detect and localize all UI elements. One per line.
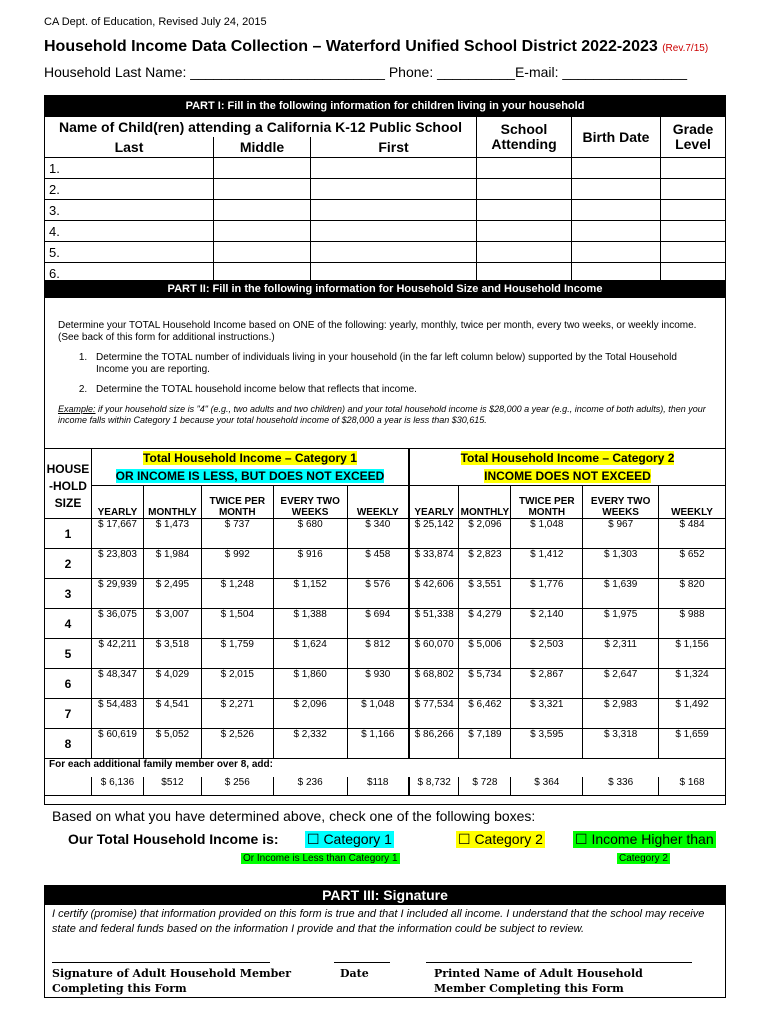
income-value-cell: $ 3,007 [143,609,201,639]
part2-bar: PART II: Fill in the following information for Household Size and Household Income [44,280,726,298]
child-field-cell[interactable] [572,242,661,263]
income-value-cell: $ 1,048 [347,699,409,729]
income-value-cell: $ 5,006 [459,639,511,669]
child-field-cell[interactable] [661,179,726,200]
income-value-cell: $ 2,015 [201,669,273,699]
child-field-cell[interactable] [477,221,572,242]
signature-line[interactable] [52,962,270,963]
child-field-cell[interactable] [572,221,661,242]
additional-blank-cell [45,777,92,796]
income-value-cell: $ 3,595 [511,729,583,759]
income-col-header: WEEKLY [347,486,409,519]
example-text: Example: if your household size is "4" (e.g., two adults and two children) and your total household income is $28,000 a year (e.g., income of both adults), then your income falls within Category 1 because your total household income of $28,000 a year is less than $30,615. [58,404,706,425]
last-name-header: Last [45,137,214,158]
income-value-cell: $ 988 [659,609,726,639]
child-last-name-cell[interactable]: 1. [45,158,214,179]
additional-value-cell: $ 256 [201,777,273,796]
income-value-cell: $ 2,647 [583,669,659,699]
income-value-cell: $ 2,867 [511,669,583,699]
income-value-cell: $ 652 [659,549,726,579]
income-value-cell: $ 967 [583,519,659,549]
child-field-cell[interactable] [572,200,661,221]
household-size-cell: 3 [45,579,92,609]
income-value-cell: $ 33,874 [409,549,459,579]
part2-instructions [58,320,708,426]
income-value-cell: $ 680 [273,519,347,549]
income-value-cell: $ 930 [347,669,409,699]
income-value-cell: $ 1,984 [143,549,201,579]
income-value-cell: $ 576 [347,579,409,609]
step-2: 2. Determine the TOTAL household income below that reflects that income. [90,384,708,396]
income-value-cell: $ 23,803 [91,549,143,579]
child-field-cell[interactable] [477,179,572,200]
additional-value-cell: $ 168 [659,777,726,796]
income-value-cell: $ 992 [201,549,273,579]
income-value-cell: $ 2,311 [583,639,659,669]
income-value-cell: $ 2,096 [273,699,347,729]
step-1: 1. Determine the TOTAL number of individuals living in your household (in the far left column below) supported by the Total Household Income you are reporting. [90,352,708,376]
income-row [45,669,726,699]
income-value-cell: $ 60,619 [91,729,143,759]
income-value-cell: $ 340 [347,519,409,549]
income-value-cell: $ 4,541 [143,699,201,729]
category2-checkbox[interactable]: ☐ Category 2 [458,831,543,847]
income-value-cell: $ 3,518 [143,639,201,669]
income-value-cell: $ 48,347 [91,669,143,699]
income-value-cell: $ 29,939 [91,579,143,609]
child-field-cell[interactable] [214,179,311,200]
grade-level-header: Grade Level [661,117,726,158]
income-value-cell: $ 484 [659,519,726,549]
additional-value-cell: $ 8,732 [409,777,459,796]
income-value-cell: $ 1,776 [511,579,583,609]
category2-subtitle: INCOME DOES NOT EXCEED [409,467,726,486]
income-value-cell: $ 17,667 [91,519,143,549]
income-value-cell: $ 6,462 [459,699,511,729]
income-value-cell: $ 5,052 [143,729,201,759]
our-income-label: Our Total Household Income is: [68,831,279,847]
income-col-header: WEEKLY [659,486,726,519]
child-row [45,221,726,242]
household-size-cell: 1 [45,519,92,549]
child-field-cell[interactable] [661,158,726,179]
printed-name-label: Printed Name of Adult Household Member Completing this Form [434,967,643,995]
income-value-cell: $ 1,388 [273,609,347,639]
income-value-cell: $ 2,140 [511,609,583,639]
income-row [45,609,726,639]
income-value-cell: $ 1,248 [201,579,273,609]
child-last-name-cell[interactable]: 2. [45,179,214,200]
child-field-cell[interactable] [661,242,726,263]
child-row [45,242,726,263]
income-value-cell: $ 1,492 [659,699,726,729]
part1-table [44,95,726,284]
income-value-cell: $ 2,332 [273,729,347,759]
income-value-cell: $ 1,860 [273,669,347,699]
household-size-cell: 6 [45,669,92,699]
income-value-cell: $ 3,318 [583,729,659,759]
certification-text: I certify (promise) that information provided on this form is true and that I included all income. I understand that the school may receive state and federal funds based on the information I provide and that the information could be subject to review. [52,908,705,935]
income-value-cell: $ 1,659 [659,729,726,759]
income-value-cell: $ 60,070 [409,639,459,669]
child-field-cell[interactable] [311,221,477,242]
household-size-cell: 2 [45,549,92,579]
child-row [45,179,726,200]
income-value-cell: $ 1,303 [583,549,659,579]
income-col-header: TWICE PER MONTH [511,486,583,519]
date-label: Date [340,967,369,980]
part1-bar: PART I: Fill in the following information for children living in your household [45,96,726,117]
child-field-cell[interactable] [477,158,572,179]
income-value-cell: $ 1,152 [273,579,347,609]
child-field-cell[interactable] [214,242,311,263]
income-value-cell: $ 1,048 [511,519,583,549]
income-value-cell: $ 1,639 [583,579,659,609]
child-last-name-cell[interactable]: 3. [45,200,214,221]
income-value-cell: $ 694 [347,609,409,639]
income-row [45,519,726,549]
income-row [45,729,726,759]
income-value-cell: $ 54,483 [91,699,143,729]
income-value-cell: $ 1,156 [659,639,726,669]
income-value-cell: $ 812 [347,639,409,669]
income-col-header: EVERY TWO WEEKS [583,486,659,519]
household-contact-line[interactable]: Household Last Name: _________________________ Phone: __________E-mail: ________________ [44,64,687,80]
middle-name-header: Middle [214,137,311,158]
child-field-cell[interactable] [214,158,311,179]
income-row [45,549,726,579]
income-value-cell: $ 1,473 [143,519,201,549]
income-value-cell: $ 3,321 [511,699,583,729]
income-value-cell: $ 820 [659,579,726,609]
income-value-cell: $ 2,526 [201,729,273,759]
income-col-header: YEARLY [91,486,143,519]
category1-title: Total Household Income – Category 1 [91,449,408,468]
revision-note: CA Dept. of Education, Revised July 24, 2015 [44,16,267,28]
income-value-cell: $ 1,324 [659,669,726,699]
income-value-cell: $ 1,975 [583,609,659,639]
income-value-cell: $ 42,606 [409,579,459,609]
income-value-cell: $ 4,029 [143,669,201,699]
income-row [45,579,726,609]
additional-value-cell: $ 364 [511,777,583,796]
income-value-cell: $ 68,802 [409,669,459,699]
additional-value-cell: $ 236 [273,777,347,796]
child-field-cell[interactable] [214,221,311,242]
form-title [44,38,708,56]
child-field-cell[interactable] [311,158,477,179]
category2-title: Total Household Income – Category 2 [409,449,726,468]
school-attending-header: School Attending [477,117,572,158]
income-value-cell: $ 1,504 [201,609,273,639]
form-title-text: Household Income Data Collection – Waterford Unified School District 2022-2023 [44,38,658,55]
category1-note: Or Income is Less than Category 1 [243,853,398,864]
income-table [44,448,726,796]
part2-intro: Determine your TOTAL Household Income based on ONE of the following: yearly, monthly, twice per month, every two weeks, or weekly income. (See back of this form for additional instructions.) [58,320,697,343]
income-higher-note: Category 2 [619,853,668,864]
income-col-header: YEARLY [409,486,459,519]
income-value-cell: $ 2,823 [459,549,511,579]
income-value-cell: $ 2,096 [459,519,511,549]
income-value-cell: $ 7,189 [459,729,511,759]
signature-label: Signature of Adult Household Member Completing this Form [52,967,292,995]
additional-value-cell: $118 [347,777,409,796]
income-value-cell: $ 86,266 [409,729,459,759]
child-row [45,158,726,179]
income-value-cell: $ 51,338 [409,609,459,639]
income-col-header: MONTHLY [459,486,511,519]
income-value-cell: $ 77,534 [409,699,459,729]
child-field-cell[interactable] [477,200,572,221]
category1-subtitle: OR INCOME IS LESS, BUT DOES NOT EXCEED [91,467,408,486]
income-value-cell: $ 2,983 [583,699,659,729]
based-on-text: Based on what you have determined above, check one of the following boxes: [52,808,536,824]
income-value-cell: $ 737 [201,519,273,549]
printed-name-line[interactable] [426,962,692,963]
income-value-cell: $ 1,759 [201,639,273,669]
first-name-header: First [311,137,477,158]
child-name-header: Name of Child(ren) attending a California K-12 Public School [45,117,477,138]
revision-tag: (Rev.7/15) [662,43,709,54]
child-field-cell[interactable] [311,242,477,263]
income-higher-checkbox[interactable]: ☐ Income Higher than [575,831,714,847]
household-size-cell: 4 [45,609,92,639]
income-row [45,639,726,669]
part3-bar: PART III: Signature [44,885,726,905]
category1-checkbox[interactable]: ☐ Category 1 [307,831,392,847]
income-value-cell: $ 1,166 [347,729,409,759]
income-value-cell: $ 2,495 [143,579,201,609]
income-value-cell: $ 458 [347,549,409,579]
income-value-cell: $ 25,142 [409,519,459,549]
additional-value-cell: $ 728 [459,777,511,796]
income-col-header: EVERY TWO WEEKS [273,486,347,519]
income-value-cell: $ 2,503 [511,639,583,669]
income-col-header: MONTHLY [143,486,201,519]
child-last-name-cell[interactable]: 4. [45,221,214,242]
income-value-cell: $ 42,211 [91,639,143,669]
additional-value-cell: $ 336 [583,777,659,796]
income-value-cell: $ 4,279 [459,609,511,639]
household-size-cell: 8 [45,729,92,759]
child-field-cell[interactable] [572,158,661,179]
child-field-cell[interactable] [661,221,726,242]
child-last-name-cell[interactable]: 5. [45,242,214,263]
child-field-cell[interactable] [477,242,572,263]
additional-value-cell: $512 [143,777,201,796]
income-value-cell: $ 36,075 [91,609,143,639]
income-col-header: TWICE PER MONTH [201,486,273,519]
income-value-cell: $ 2,271 [201,699,273,729]
household-size-header: HOUSE -HOLD SIZE [45,449,92,519]
income-value-cell: $ 916 [273,549,347,579]
child-field-cell[interactable] [661,200,726,221]
household-size-cell: 7 [45,699,92,729]
birth-date-header: Birth Date [572,117,661,158]
child-field-cell[interactable] [572,179,661,200]
child-field-cell[interactable] [311,200,477,221]
income-value-cell: $ 3,551 [459,579,511,609]
additional-member-label: For each additional family member over 8, add: [45,759,726,778]
date-line[interactable] [334,962,390,963]
child-last-name-cell[interactable]: 6. [45,263,214,284]
income-value-cell: $ 1,624 [273,639,347,669]
household-size-cell: 5 [45,639,92,669]
income-row [45,699,726,729]
additional-value-cell: $ 6,136 [91,777,143,796]
child-row [45,200,726,221]
income-value-cell: $ 5,734 [459,669,511,699]
child-field-cell[interactable] [311,179,477,200]
income-value-cell: $ 1,412 [511,549,583,579]
child-field-cell[interactable] [214,200,311,221]
